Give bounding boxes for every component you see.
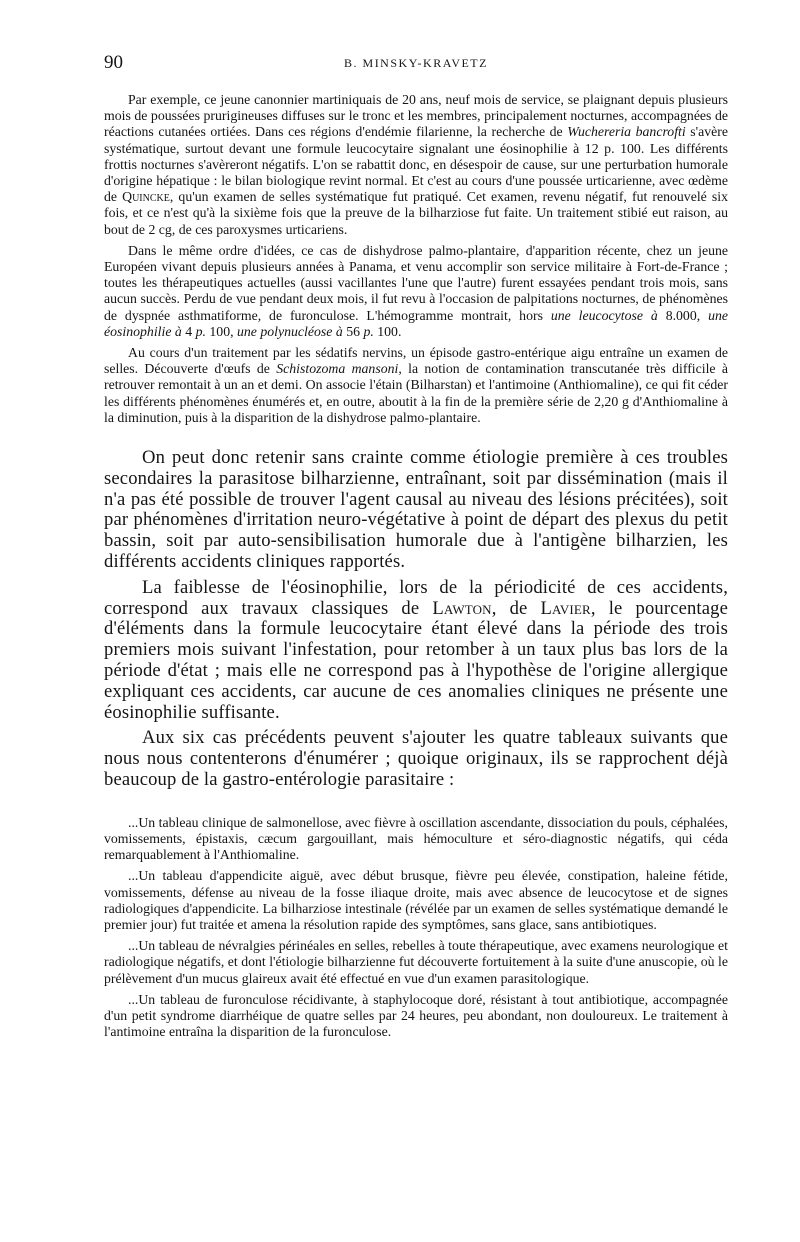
text-run: Dans le même ordre d'idées, ce cas de dishydrose palmo-plantaire, d'apparition récente, chez un jeune Européen vivant depuis plusieurs années à Panama, et venu accomplir son service militaire à Fort-de-France ; toutes les thérapeutiques actuelles (aussi vacillantes l'une que l'autre) furent essayées pendant trois mois, sans aucun succès. Perdu de vue pendant deux mois, il fut revu à l'occasion de palpitations nocturnes, de phénomènes de dyspnée asthmatiforme, de furonculose. L'hémogramme montrait, hors [104,242,728,323]
text-run: 100, [205,323,237,339]
text-run: s'avère systématique, surtout devant une formule leucocytaire signalant une éosinophilie à 12 p. 100. Les différents frottis nocturnes s'avèreront négatifs. L'on se rabattit donc, en désespoir de cause, sur une perturbation humorale d'origine hépatique : le bilan biologique revint normal. Et c'est au cours d'une poussée urticarienne, avec œdème de [104,124,728,205]
italic-text: une polynucléose à [237,323,343,339]
page-number: 90 [104,52,123,73]
text-run: Au cours d'un traitement par les sédatifs nervins, un épisode gastro-entérique aigu entraîne un examen de selles. Découverte d'œufs de [104,345,728,377]
italic-text: p. [363,323,374,339]
italic-text: une éosinophilie à [104,307,728,339]
page-header [104,52,728,78]
page [104,52,728,1045]
text-run: , qu'un examen de selles systématique fut pratiqué. Cet examen, revenu négatif, fut renouvelé six fois, et ce n'est qu'à la sixième fois que la preuve de la bilharziose fut faite. Un traitement stibié eut raison, au bout de 2 cg, de ces paroxysmes urticariens. [104,189,728,237]
small-caps-name: Quincke [122,189,170,205]
body-paragraph [104,448,728,573]
body-paragraph [104,578,728,724]
tableau-paragraph [104,992,728,1041]
italic-text: Schistozoma mansoni [276,361,399,377]
case-paragraph [104,345,728,426]
text-run: Par exemple, ce jeune canonnier martiniquais de 20 ans, neuf mois de service, se plaignant depuis plusieurs mois de poussées prurigineuses diffuses sur le tronc et les membres, principalement nocturnes, accompagnées de réactions cutanées ortiées. Dans ces régions d'endémie filarienne, la recherche de [104,92,728,140]
case-paragraph [104,243,728,340]
italic-text: Wuchereria bancrofti [567,124,686,140]
text-run: ...Un tableau de furonculose récidivante, à staphylocoque doré, résistant à tout antibiotique, accompagnée d'un petit syndrome diarrhéique de quatre selles par 24 heures, peu abondant, non douloureux. Le traitement à l'antimoine entraîna la disparition de la furonculose. [104,991,728,1040]
body-paragraph [104,728,728,790]
tableau-paragraph [104,938,728,987]
text-run: ...Un tableau d'appendicite aiguë, avec début brusque, fièvre peu élevée, constipation, haleine fétide, vomissements, défense au niveau de la fosse iliaque droite, mais avec absence de leucocytose et de signes radiologiques d'appendicite. La bilharziose intestinale (révélée par un examen de selles systématique demandé le premier jour) fut traitée et amena la résolution rapide des symptômes, sans glace, sans antibiotiques. [104,868,728,933]
main-text-section [104,448,728,791]
tableau-paragraph [104,815,728,864]
text-run: 4 [181,323,196,339]
small-caps-name: Lawton [432,597,492,619]
text-run: On peut donc retenir sans crainte comme étiologie première à ces troubles secondaires la parasitose bilharzienne, entraînant, soit par dissémination (mais il n'a pas été possible de trouver l'agent causal au niveau des lésions précitées), soit par phénomènes d'irritation neuro-végétative à point de départ des plexus du petit bassin, soit par auto-sensibilisation humorale due à l'antigène bilharzien, les différents accidents cliniques rapportés. [104,447,728,573]
italic-text: p. [195,323,206,339]
text-run: 100. [373,323,402,339]
text-run: 8.000, [657,307,709,323]
text-run: 56 [342,323,364,339]
text-run: , la notion de contamination transcutanée très difficile à retrouver remontait à un an et demi. On associe l'étain (Bilharstan) et l'antimoine (Anthiomaline), ce qui fit céder les différents phénomènes énumérés et, en outre, aboutit à la fin de la première série de 2,20 g d'Anthiomaline à la diminution, puis à la disparition de la dishydrose palmo-plantaire. [104,361,728,425]
text-run: , de [491,597,541,619]
text-run: , le pourcentage d'éléments dans la formule leucocytaire étant élevé dans la période des trois premiers mois suivant l'infestation, pour retomber à un taux plus bas lors de la période d'état ; mais elle ne correspond pas à l'hypothèse de l'origine allergique expliquant ces accidents, car aucune de ces anomalies cliniques ne présente une éosinophilie suffisante. [104,597,729,723]
case-reports-section [104,92,728,426]
italic-text: une leucocytose à [550,307,658,323]
running-head: B. MINSKY-KRAVETZ [344,56,488,70]
case-paragraph [104,92,728,238]
text-run: La faiblesse de l'éosinophilie, lors de la périodicité de ces accidents, correspond aux travaux classiques de [104,576,728,619]
small-caps-name: Lavier [540,597,591,619]
text-run: Aux six cas précédents peuvent s'ajouter les quatre tableaux suivants que nous nous contenterons d'énumérer ; quoique originaux, ils se rapprochent déjà beaucoup de la gastro-entérologie parasitaire : [104,727,728,791]
tableaux-section [104,815,728,1041]
text-run: ...Un tableau clinique de salmonellose, avec fièvre à oscillation ascendante, dissociation du pouls, céphalées, vomissements, épistaxis, cæcum gargouillant, mais hémoculture et séro-diagnostic négatifs, qui céda remarquablement à l'Anthiomaline. [104,814,728,863]
tableau-paragraph [104,868,728,933]
text-run: ...Un tableau de névralgies périnéales en selles, rebelles à toute thérapeutique, avec examens neurologique et radiologique négatifs, et dont l'étiologie bilharzienne fut découverte fortuitement à la suite d'une anuscopie, où le prélèvement d'un mucus glaireux avait été effectué en vue d'un examen parasitologique. [104,938,728,986]
